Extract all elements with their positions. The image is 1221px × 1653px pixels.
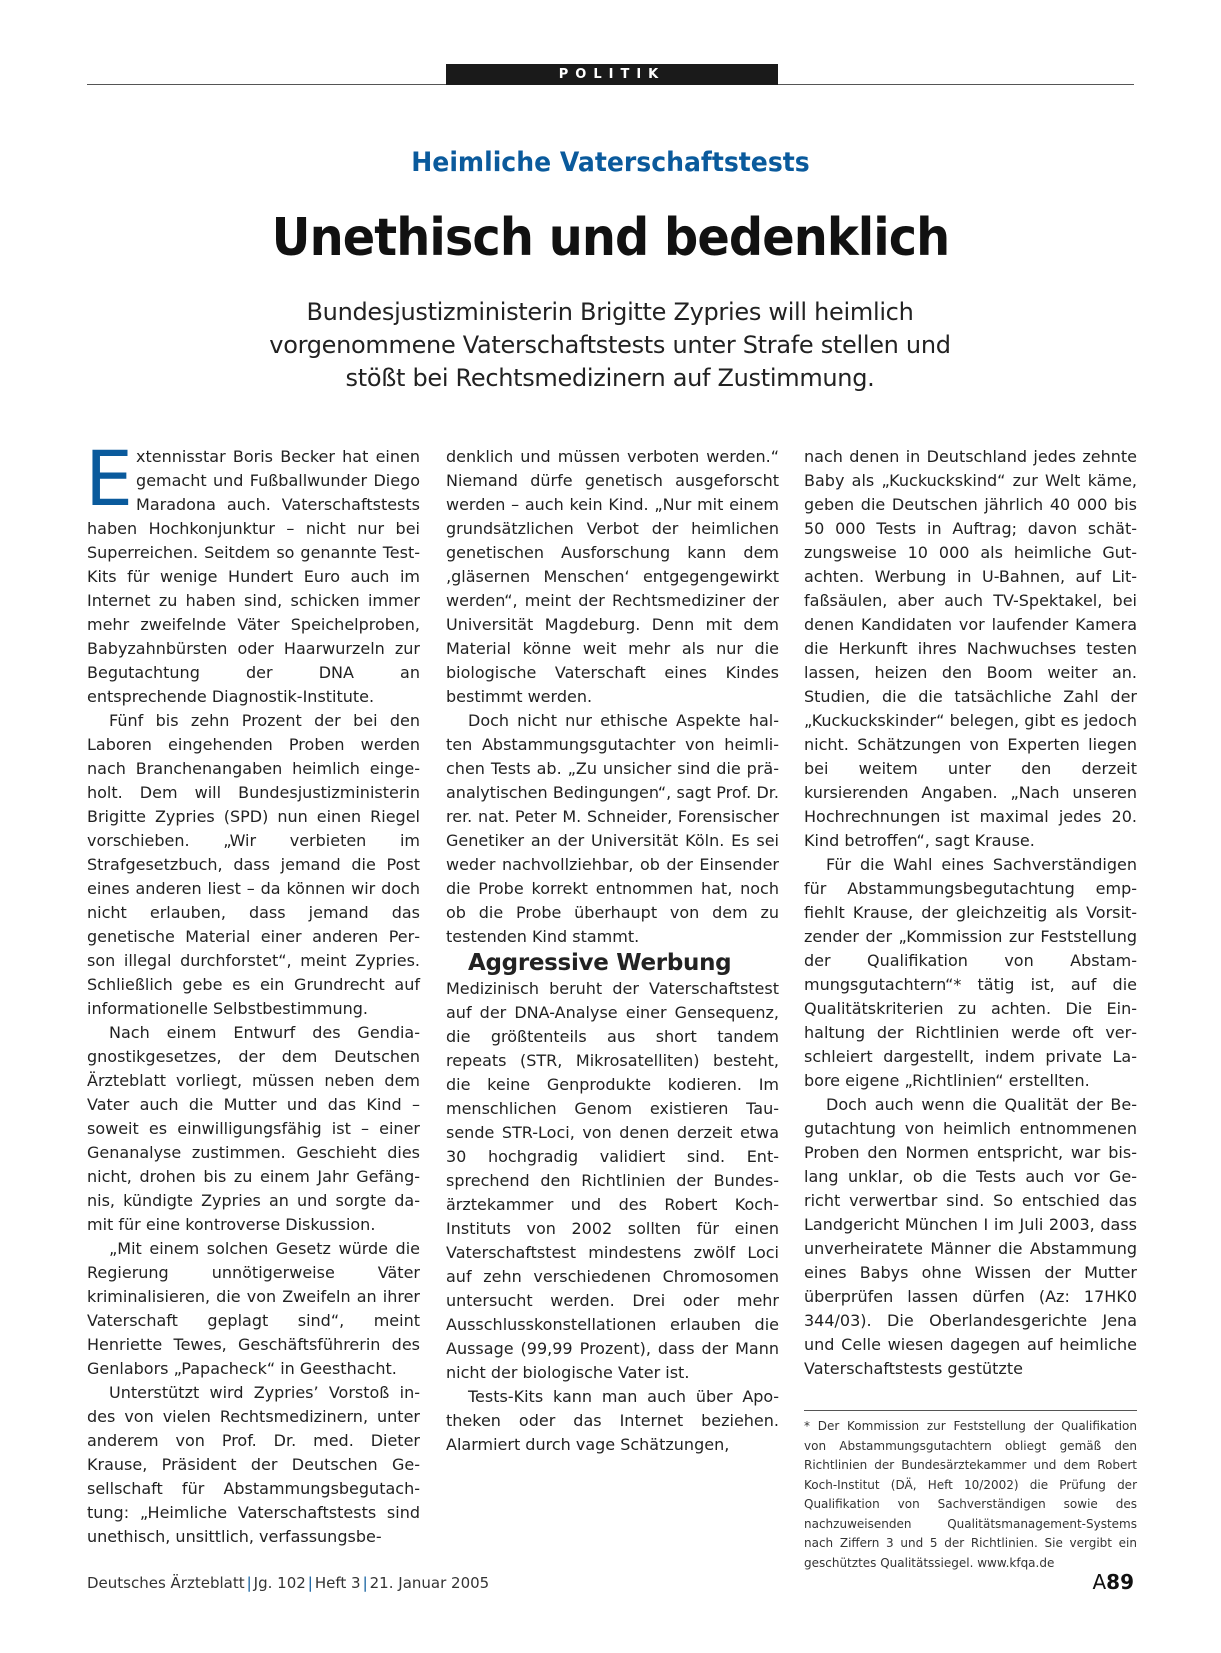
paragraph: Tests-Kits kann man auch über Apotheken oder das Internet beziehen. Alarmiert durch vage Schätzungen, bbox=[446, 1387, 779, 1454]
paragraph: „Mit einem solchen Gesetz würde die Regierung unnötigerweise Väter kriminalisieren, die von Zweifeln an ihrer Vaterschaft geplagt sind“, meint Henriette Tewes, Geschäftsführerin des Genlabors „Papacheck“ in Geesthacht. bbox=[87, 1239, 420, 1378]
issue: Heft 3 bbox=[314, 1574, 361, 1592]
footnote: * Der Kommission zur Feststellung der Qualifikation von Abstammungsgutachtern obliegt gemäß den Richtlinien der Bundesärztekammer und dem Robert Koch-Institut (DÄ, Heft 10/2002) die Prüfung der Qualifikation von Sachverständigen sowie des nachzuweisenden Qualitätsmanagement-Systems nach Ziffern 3 und 5 der Richtlinien. Sie vergibt ein geschütztes Qualitätssiegel. www.kfqa.de bbox=[804, 1410, 1137, 1573]
kicker: Heimliche Vaterschaftstests bbox=[411, 147, 810, 178]
drop-cap: E bbox=[85, 434, 134, 523]
separator: | bbox=[307, 1574, 313, 1592]
headline: Unethisch und bedenklich bbox=[271, 208, 950, 268]
lead-paragraph: Bundesjustizministerin Brigitte Zypries will heimlich vorgenommene Vaterschaftstests unter Strafe stellen und stößt bei Rechtsmedizinern auf Zustimmung. bbox=[269, 298, 951, 392]
page-number: A89 bbox=[1092, 1570, 1134, 1594]
paragraph: nach denen in Deutschland jedes zehnte Baby als „Kuckuckskind“ zur Welt käme, geben die Deutschen jährlich 40 000 bis 50 000 Tests in Auftrag; davon schätzungsweise 10 000 als heimliche Gutachten. Werbung in U-Bahnen, auf Litfaßsäulen, aber auch TV-Spektakel, bei denen Kandidaten vor laufender Kamera die Herkunft ihres Nachwuchses testen lassen, heizen den Boom weiter an. Studien, die die tatsächliche Zahl der „Kuckuckskinder“ belegen, gibt es jedoch nicht. Schätzungen von Experten liegen bei weitem unter den derzeit kursierenden Angaben. „Nach unseren Hochrechnungen ist maximal jedes 20. Kind betroffen“, sagt Krause. bbox=[804, 447, 1137, 850]
journal-name: Deutsches Ärzteblatt bbox=[87, 1574, 245, 1592]
paragraph: Nach einem Entwurf des Gendiagnostikgesetzes, der dem Deutschen Ärzteblatt vorliegt, müssen neben dem Vater auch die Mutter und das Kind – soweit es einwilligungsfähig ist – einer Genanalyse zustimmen. Geschieht dies nicht, drohen bis zu einem Jahr Gefängnis, kündigte Zypries an und sorgte damit für eine kontroverse Diskussion. bbox=[87, 1023, 420, 1234]
separator: | bbox=[246, 1574, 252, 1592]
paragraph: Für die Wahl eines Sachverständigen für Abstammungsbegutachtung empfiehlt Krause, der gleichzeitig als Vorsitzender der „Kommission zur Feststellung der Qualifikation von Abstammungsgutachtern“* tätig ist, auf die Qualitätskriterien zu achten. Die Einhaltung der Richtlinien werde oft verschleiert dargestellt, indem private Labore eigene „Richtlinien“ erstellten. bbox=[804, 855, 1137, 1090]
volume: Jg. 102 bbox=[253, 1574, 306, 1592]
paragraph: Medizinisch beruht der Vaterschaftstest auf der DNA-Analyse einer Gensequenz, die größtenteils aus short tandem repeats (STR, Mikrosatelliten) besteht, die keine Genprodukte kodieren. Im menschlichen Genom existieren Tausende STR-Loci, von denen derzeit etwa 30 hochgradig validiert sind. Entsprechend den Richtlinien der Bundesärztekammer und des Robert Koch-Instituts von 2002 sollten für einen Vaterschaftstest mindestens zwölf Loci auf zehn verschiedenen Chromosomen untersucht werden. Drei oder mehr Ausschlusskonstellationen erlauben die Aussage (99,99 Prozent), dass der Mann nicht der biologische Vater ist. bbox=[446, 979, 779, 1382]
subheading: Aggressive Werbung bbox=[468, 950, 732, 976]
column-2 bbox=[446, 445, 779, 1457]
paragraph: denklich und müssen verboten werden.“ Niemand dürfe genetisch ausgeforscht werden – auch kein Kind. „Nur mit einem grundsätzlichen Verbot der heimlichen genetischen Ausforschung kann dem ‚gläsernen Menschen‘ entgegengewirkt werden“, meint der Rechtsmediziner der Universität Magdeburg. Denn mit dem Material könne weit mehr als nur die biologische Vaterschaft eines Kindes bestimmt werden. bbox=[446, 447, 779, 706]
paragraph: Unterstützt wird Zypries’ Vorstoß indes von vielen Rechtsmedizinern, unter anderem von Prof. Dr. med. Dieter Krause, Präsident der Deutschen Gesellschaft für Abstammungsbegutachtung: „Heimliche Vaterschaftstests sind unethisch, unsittlich, verfassungsbe- bbox=[87, 1383, 420, 1546]
column-3 bbox=[804, 445, 1137, 1381]
paragraph: Doch auch wenn die Qualität der Begutachtung von heimlich entnommenen Proben den Normen entspricht, war bislang unklar, ob die Tests auch vor Gericht verwertbar sind. So entschied das Landgericht München I im Juli 2003, dass unverheiratete Männer die Abstammung eines Babys ohne Wissen der Mutter überprüfen lassen dürfen (Az: 17HK0 344/03). Die Oberlandesgerichte Jena und Celle wiesen dagegen auf heimliche Vaterschaftstests gestützte bbox=[804, 1095, 1137, 1378]
paragraph: Doch nicht nur ethische Aspekte halten Abstammungsgutachter von heimlichen Tests ab. „Zu unsicher sind die präanalytischen Bedingungen“, sagt Prof. Dr. rer. nat. Peter M. Schneider, Forensischer Genetiker an der Universität Köln. Es sei weder nachvollziehbar, ob der Einsender die Probe korrekt entnommen hat, noch ob die Probe überhaupt von dem zu testenden Kind stammt. bbox=[446, 711, 779, 946]
separator: | bbox=[362, 1574, 368, 1592]
page-footer bbox=[87, 1570, 1134, 1598]
paragraph: Extennisstar Boris Becker hat einen gemacht und Fußballwunder Diego Maradona auch. Vaterschaftstests haben Hochkonjunktur – nicht nur bei Superreichen. Seitdem so genannte Test-Kits für wenige Hundert Euro auch im Internet zu haben sind, schicken immer mehr zweifelnde Väter Speichelproben, Babyzahnbürsten oder Haarwurzeln zur Begutachtung der DNA an entsprechende Diagnostik-Institute. bbox=[85, 434, 420, 706]
issue-date: 21. Januar 2005 bbox=[369, 1574, 490, 1592]
paragraph: Fünf bis zehn Prozent der bei den Laboren eingehenden Proben werden nach Branchenangaben heimlich eingeholt. Dem will Bundesjustizministerin Brigitte Zypries (SPD) nun einen Riegel vorschieben. „Wir verbieten im Strafgesetzbuch, dass jemand die Post eines anderen liest – da können wir doch nicht erlauben, dass jemand das genetische Material einer anderen Person illegal durchforstet“, meint Zypries. Schließlich gebe es ein Grundrecht auf informationelle Selbstbestimmung. bbox=[87, 711, 420, 1018]
section-label: POLITIK bbox=[446, 64, 778, 85]
column-1 bbox=[85, 434, 420, 1549]
